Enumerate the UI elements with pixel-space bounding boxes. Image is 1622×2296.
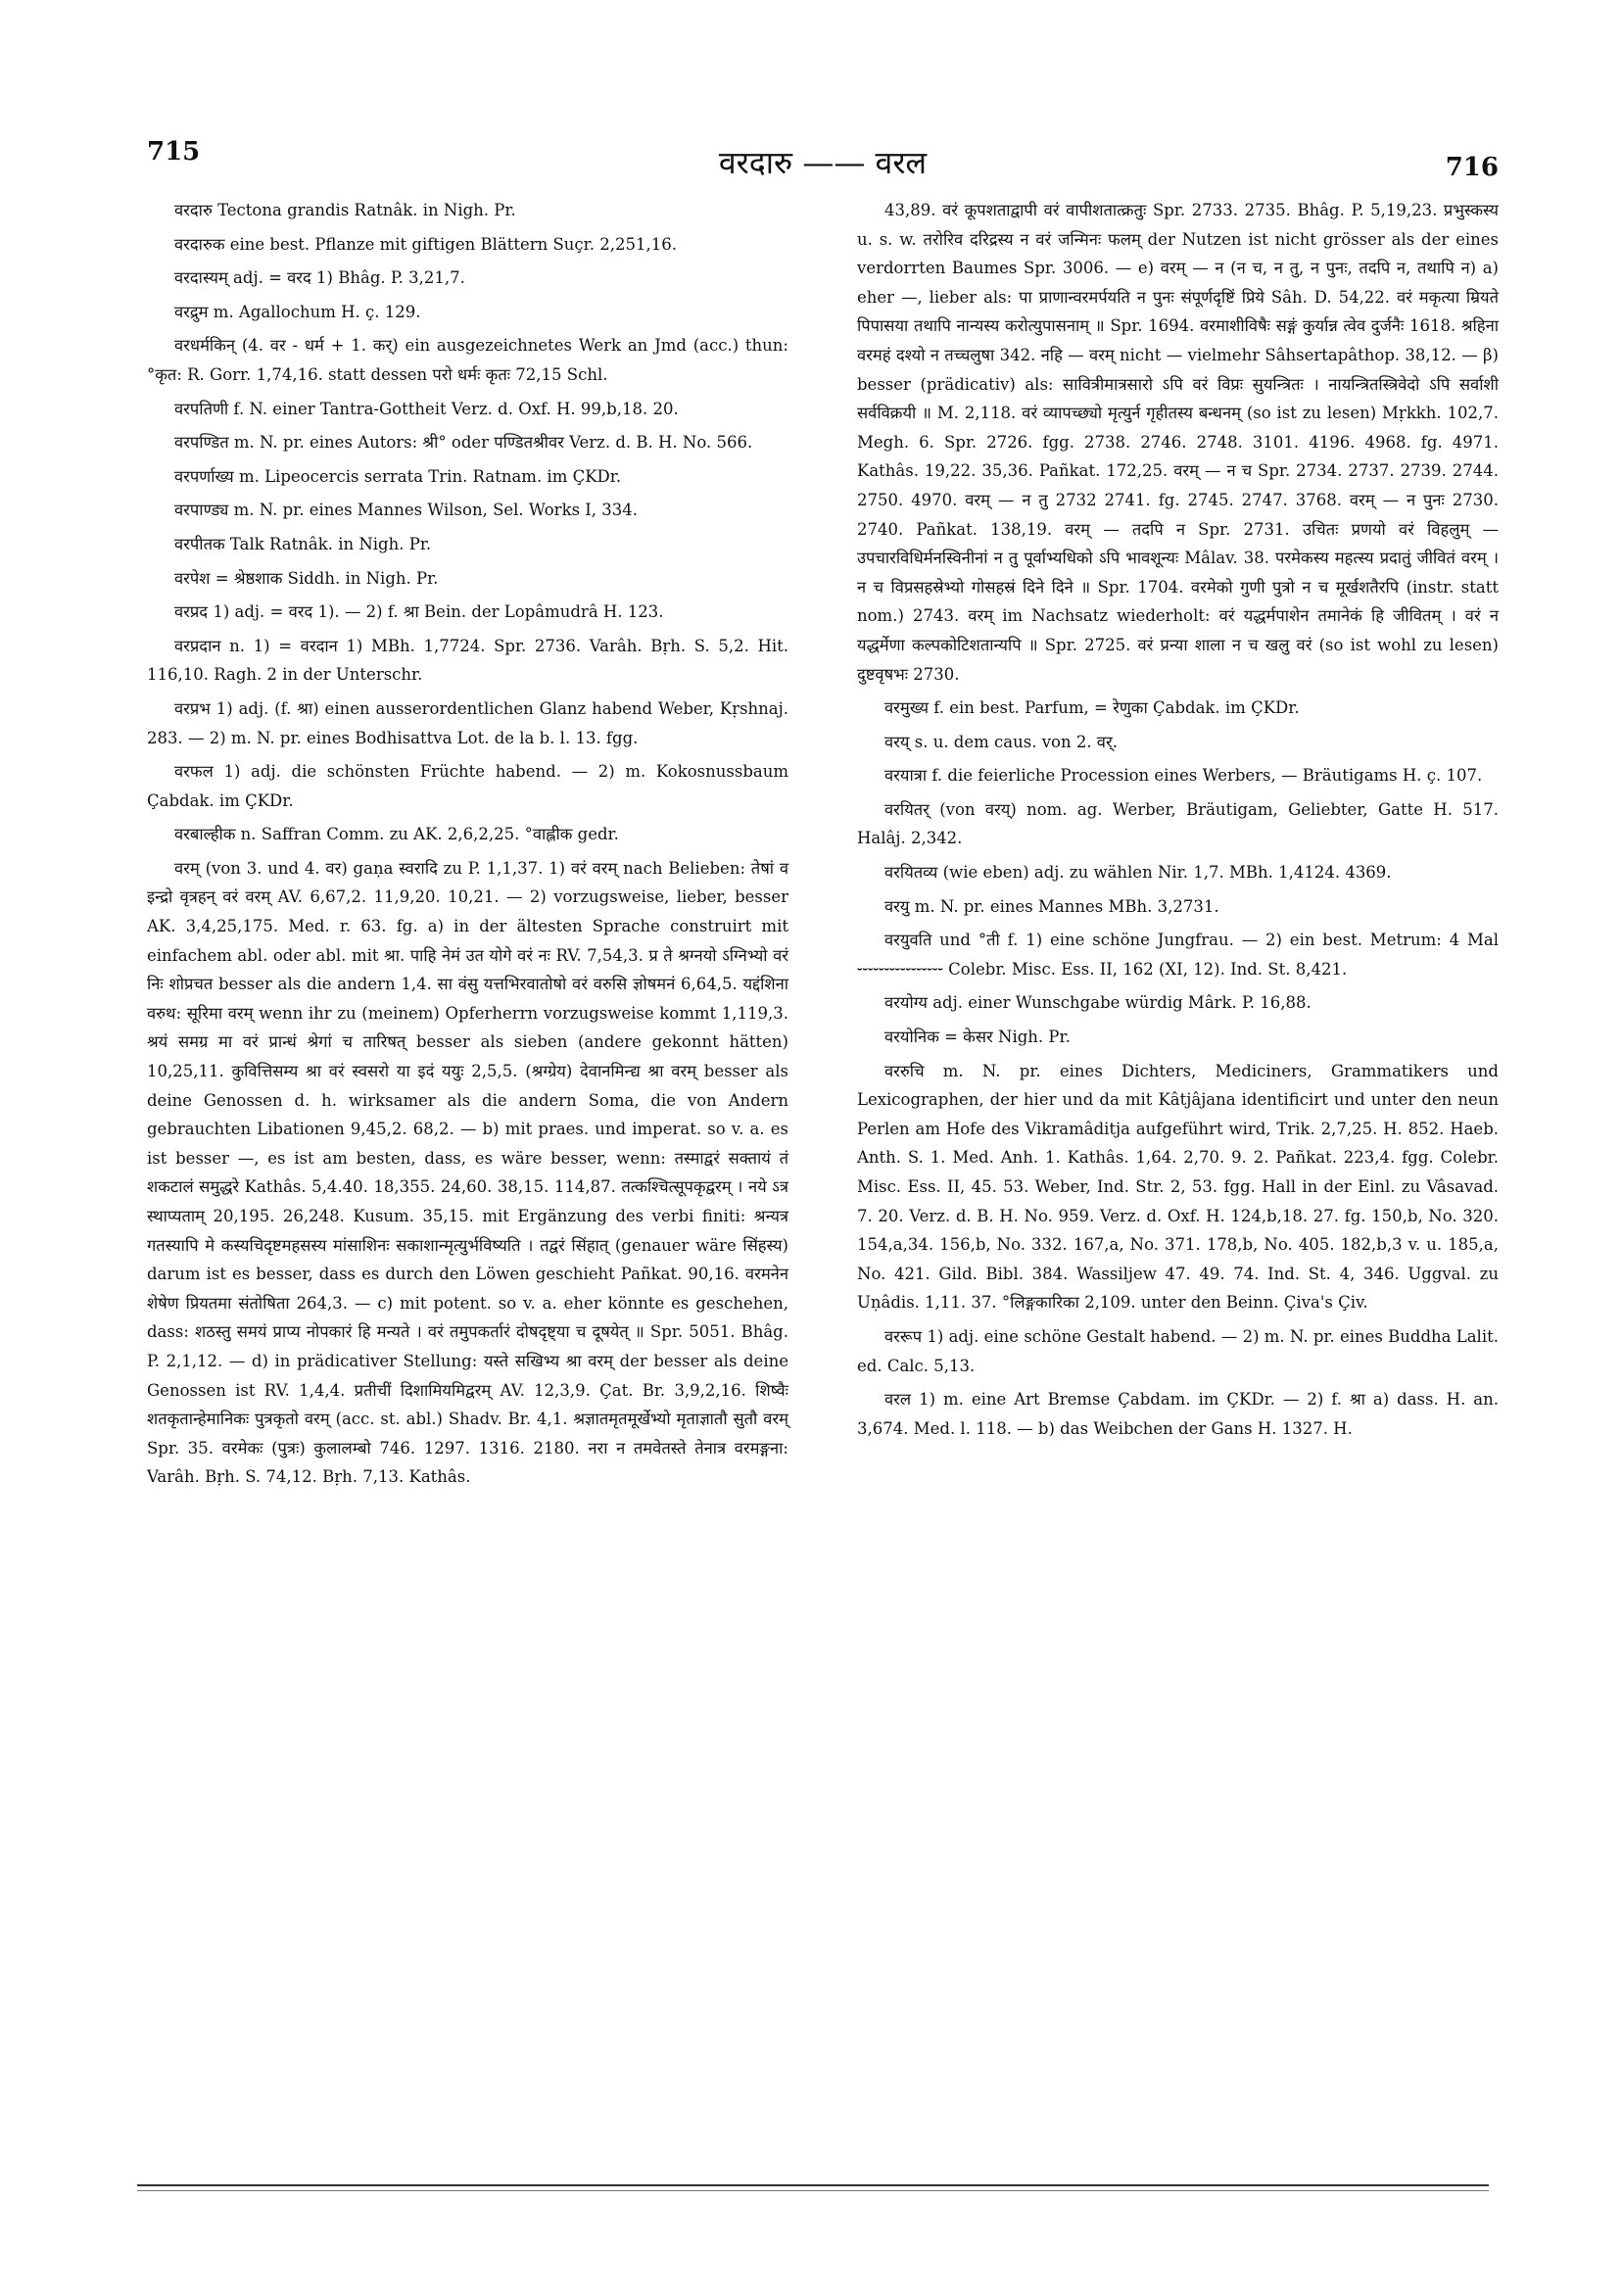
entry: वरबाल्हीक n. Saffran Comm. zu AK. 2,6,2,25. °वाह्लीक gedr. bbox=[174, 825, 619, 844]
entry: वरमुख्य f. ein best. Parfum, = रेणुका Çabdak. im ÇKDr. bbox=[884, 698, 1300, 718]
entry: वरयु m. N. pr. eines Mannes MBh. 3,2731. bbox=[884, 896, 1219, 916]
entry: वरयात्रा f. die feierliche Procession eines Werbers, — Bräutigams H. ç. 107. bbox=[884, 766, 1483, 786]
entry: वरप्रदान n. 1) = वरदान 1) MBh. 1,7724. Spr. 2736. Varâh. Bṛh. S. 5,2. Hit. 116,10. Ragh. 2 in der Unterschr. bbox=[147, 636, 788, 685]
footer-rule bbox=[137, 2184, 1489, 2186]
entry: वरयितव्य (wie eben) adj. zu wählen Nir. 1,7. MBh. 1,4124. 4369. bbox=[884, 863, 1392, 883]
entry: वरपेश = श्रेष्ठशाक Siddh. in Nigh. Pr. bbox=[174, 568, 439, 588]
entry: वरयोग्य adj. einer Wunschgabe würdig Mârk. P. 16,88. bbox=[884, 993, 1312, 1013]
entry: वरयुवति und °ती f. 1) eine schöne Jungfrau. — 2) ein best. Metrum: 4 Mal ⏑⏑⏑⏑⏑⏑⏑⏑⏑⏑⏑⏑⏑⏑⏑⏑ Colebr. Misc. Ess. II, 162 (XI, 12). Ind. St. 8,421. bbox=[857, 931, 1499, 979]
entry: वरप्रद 1) adj. = वरद 1). — 2) f. श्रा Bein. der Lopâmudrâ H. 123. bbox=[174, 602, 664, 622]
entry: वरय् s. u. dem caus. von 2. वर्. bbox=[884, 732, 1118, 751]
left-column bbox=[147, 196, 788, 1497]
entry: वरपीतक Talk Ratnâk. in Nigh. Pr. bbox=[174, 534, 432, 553]
entry: वरप्रभ 1) adj. (f. श्रा) einen ausserordentlichen Glanz habend Weber, Kṛshnaj. 283. — 2) m. N. pr. eines Bodhisattva Lot. de la b. l. 13. fgg. bbox=[147, 698, 788, 747]
entry: वरफल 1) adj. die schönsten Früchte habend. — 2) m. Kokosnussbaum Çabdak. im ÇKDr. bbox=[147, 762, 788, 810]
entry: वरपतिणी f. N. einer Tantra-Gottheit Verz. d. Oxf. H. 99,b,18. 20. bbox=[174, 399, 679, 418]
page-header bbox=[147, 137, 1499, 186]
right-column bbox=[857, 196, 1499, 1448]
footer-rule-thin bbox=[137, 2190, 1489, 2191]
entry: वरयितर् (von वरय्) nom. ag. Werber, Bräutigam, Geliebter, Gatte H. 517. Halâj. 2,342. bbox=[857, 799, 1499, 848]
entry: वरम् (von 3. und 4. वर) gaṇa स्वरादि zu P. 1,1,37. 1) वरं वरम् nach Belieben: तेषां व इन्द्रो वृत्रहन् वरं वरम् AV. 6,67,2. 11,9,20. 10,21. — 2) vorzugsweise, lieber, besser AK. 3,4,25,175. Med. r. 63. fg. a) in der ältesten Sprache construirt mit einfachem abl. oder abl. mit श्रा. पाहि नेमं उत योगे वरं नः RV. 7,54,3. प्र ते श्रग्नयो ऽग्निभ्यो वरं निः शोप्रचत besser als die andern 1,4. सा वंसु यत्तभिरवातोषो वरं वरुसि ज्ञोषमनं 6,64,5. यद्दंशिना वरुथ: सूरिमा वरम् wenn ihr zu (meinem) Opferherrn vorzugsweise kommt 1,119,3. श्रयं समग्र मा वरं प्रान्धं श्रेगां च तारिषत् besser als sieben (andere gekonnt hätten) 10,25,11. कुवित्तिसम्य श्रा वरं स्वसरो या इदं ययुः 2,5,5. (श्रग्ग्रेय) देवानमिन्द्य श्रा वरम् besser als deine Genossen d. h. wirksamer als die andern Soma, die von Andern gebrauchten Libationen 9,45,2. 68,2. — b) mit praes. und imperat. so v. a. es ist besser —, es ist am besten, dass, es wäre besser, wenn: तस्माद्वरं सक्तायं तं शकटालं समुद्धरे Kathâs. 5,4.40. 18,355. 24,60. 38,15. 114,87. तत्कश्चित्सूपकृद्वरम् । नये ऽत्र स्थाप्यताम् 20,195. 26,248. Kusum. 35,15. mit Ergänzung des verbi finiti: श्रन्यत्र गतस्यापि मे कस्यचिदृष्टमहसस्य मांसाशिनः सकाशान्मृत्युर्भविष्यति । तद्वरं सिंहात् (genauer wäre सिंहस्य) darum ist es besser, dass es durch den Löwen geschieht Pañkat. 90,16. वरमनेन शेषेण प्रियतमा संतोषिता 264,3. — c) mit potent. so v. a. eher könnte es geschehen, dass: शठस्तु समयं प्राप्य नोपकारं हि मन्यते । वरं तमुपकर्तारं दोषदृष्ट्या च दूषयेत् ॥ Spr. 5051. Bhâg. P. 2,1,12. — d) in prädicativer Stellung: यस्ते सखिभ्य श्रा वरम् der besser als deine Genossen ist RV. 1,4,4. प्रतीचीं दिशामियमिद्वरम् AV. 12,3,9. Çat. Br. 3,9,2,16. शिष्वैः शतकृतान्हेमानिकः पुत्रकृतो वरम् (acc. st. abl.) Shadv. Br. 4,1. श्रज्ञातमृतमूर्खेभ्यो मृताज्ञातौ सुतौ वरम् Spr. 35. वरमेकः (पुत्रः) कुलालम्बो 746. 1297. 1316. 2180. नरा न तमवेतस्ते तेनात्र वरमङ्गना: Varâh. Bṛh. S. 74,12. Bṛh. 7,13. Kathâs. bbox=[147, 858, 788, 1487]
entry: वरधर्मकिन् (4. वर - धर्म + 1. कर्) ein ausgezeichnetes Werk an Jmd (acc.) thun: °कृत: R. Gorr. 1,74,16. statt dessen परो धर्मः कृतः 72,15 Schl. bbox=[147, 336, 788, 384]
entry: वररुचि m. N. pr. eines Dichters, Mediciners, Grammatikers und Lexicographen, der hier und da mit Kâtjâjana identificirt und unter den neun Perlen am Hofe des Vikramâditja aufgeführt wird, Trik. 2,7,25. H. 852. Haeb. Anth. S. 1. Med. Anh. 1. Kathâs. 1,64. 2,70. 9. 2. Pañkat. 223,4. fgg. Colebr. Misc. Ess. II, 45. 53. Weber, Ind. Str. 2, 53. fgg. Hall in der Einl. zu Vâsavad. 7. 20. Verz. d. B. H. No. 959. Verz. d. Oxf. H. 124,b,18. 27. fg. 150,b, No. 320. 154,a,34. 156,b, No. 332. 167,a, No. 371. 178,b, No. 405. 182,b,3 v. u. 185,a, No. 421. Gild. Bibl. 384. Wassiljew 47. 49. 74. Ind. St. 4, 346. Uggval. zu Uṇâdis. 1,11. 37. °लिङ्गकारिका 2,109. unter den Beinn. Çiva's Çiv. bbox=[857, 1061, 1499, 1313]
entry: 43,89. वरं कूपशताद्वापी वरं वापीशतात्क्रतुः Spr. 2733. 2735. Bhâg. P. 5,19,23. प्रभुस्कस्य u. s. w. तरोरिव दरिद्रस्य न वरं जन्मिनः फलम् der Nutzen ist nicht grösser als der eines verdorrten Baumes Spr. 3006. — e) वरम् — न (न च, न तु, न पुनः, तदपि न, तथापि न) a) eher —, lieber als: पा प्राणान्वरमर्पयति न पुनः संपूर्णदृष्टिं प्रिये Sâh. D. 54,22. वरं मकृत्या म्रियते पिपासया तथापि नान्यस्य करोत्युपासनाम् ॥ Spr. 1694. वरमाशीविषैः सङ्गं कुर्यान्न त्वेव दुर्जनैः 1618. श्रहिना वरमहं दश्यो न तच्चलुषा 342. नहि — वरम् nicht — vielmehr Sâhsertapâthop. 38,12. — β) besser (prädicativ) als: सावित्रीमात्रसारो ऽपि वरं विप्रः सुयन्त्रितः । नायन्त्रितस्त्रिवेदो ऽपि सर्वाशी सर्वविक्रयी ॥ M. 2,118. वरं व्यापच्छ्यो मृत्युर्न गृहीतस्य बन्धनम् (so ist zu lesen) Mṛkkh. 102,7. Megh. 6. Spr. 2726. fgg. 2738. 2746. 2748. 3101. 4196. 4968. fg. 4971. Kathâs. 19,22. 35,36. Pañkat. 172,25. वरम् — न च Spr. 2734. 2737. 2739. 2744. 2750. 4970. वरम् — न तु 2732 2741. fg. 2745. 2747. 3768. वरम् — न पुनः 2730. 2740. Pañkat. 138,19. वरम् — तदपि न Spr. 2731. उचितः प्रणयो वरं विहलुम् — उपचारविधिर्मनस्विनीनां न तु पूर्वाभ्यधिको ऽपि भावशून्यः Mâlav. 38. परमेकस्य महत्स्य प्रदातुं जीवितं वरम् । न च विप्रसहस्रेभ्यो गोसहस्रं दिने दिने ॥ Spr. 1704. वरमेको गुणी पुत्रो न च मूर्खशतैरपि (instr. statt nom.) 2743. वरम् im Nachsatz wiederholt: वरं यद्धर्मपाशेन तमानेकं हि जीवितम् । वरं न यद्धर्मेणा कल्पकोटिशतान्यपि ॥ Spr. 2725. वरं प्रन्या शाला न च खलु वरं (so ist wohl zu lesen) दुष्टवृषभः 2730. bbox=[857, 201, 1499, 684]
entry: वरदारुक eine best. Pflanze mit giftigen Blättern Suçr. 2,251,16. bbox=[174, 234, 677, 254]
entry: वरयोनिक = केसर Nigh. Pr. bbox=[884, 1028, 1071, 1047]
entry: वरदारु Tectona grandis Ratnâk. in Nigh. Pr. bbox=[174, 201, 516, 219]
entry: वरदास्यम् adj. = वरद 1) Bhâg. P. 3,21,7. bbox=[174, 268, 465, 288]
page-number-left: 715 bbox=[147, 137, 201, 167]
entry: वरल 1) m. eine Art Bremse Çabdam. im ÇKDr. — 2) f. श्रा a) dass. H. an. 3,674. Med. l. 118. — b) das Weibchen der Gans H. 1327. H. bbox=[857, 1390, 1499, 1438]
entry: वरद्रुम m. Agallochum H. ç. 129. bbox=[174, 302, 421, 321]
entry: वरपर्णाख्य m. Lipeocercis serrata Trin. Ratnam. im ÇKDr. bbox=[174, 466, 622, 486]
running-head: वरदारु —— वरल bbox=[718, 144, 928, 181]
entry: वरपण्डित m. N. pr. eines Autors: श्री° oder पण्डितश्रीवर Verz. d. B. H. No. 566. bbox=[174, 433, 753, 453]
entry: वररूप 1) adj. eine schöne Gestalt habend. — 2) m. N. pr. eines Buddha Lalit. ed. Calc. 5,13. bbox=[857, 1326, 1499, 1375]
entry: वरपाण्ड्य m. N. pr. eines Mannes Wilson, Sel. Works I, 334. bbox=[174, 501, 639, 520]
page-number-right: 716 bbox=[1445, 153, 1499, 182]
